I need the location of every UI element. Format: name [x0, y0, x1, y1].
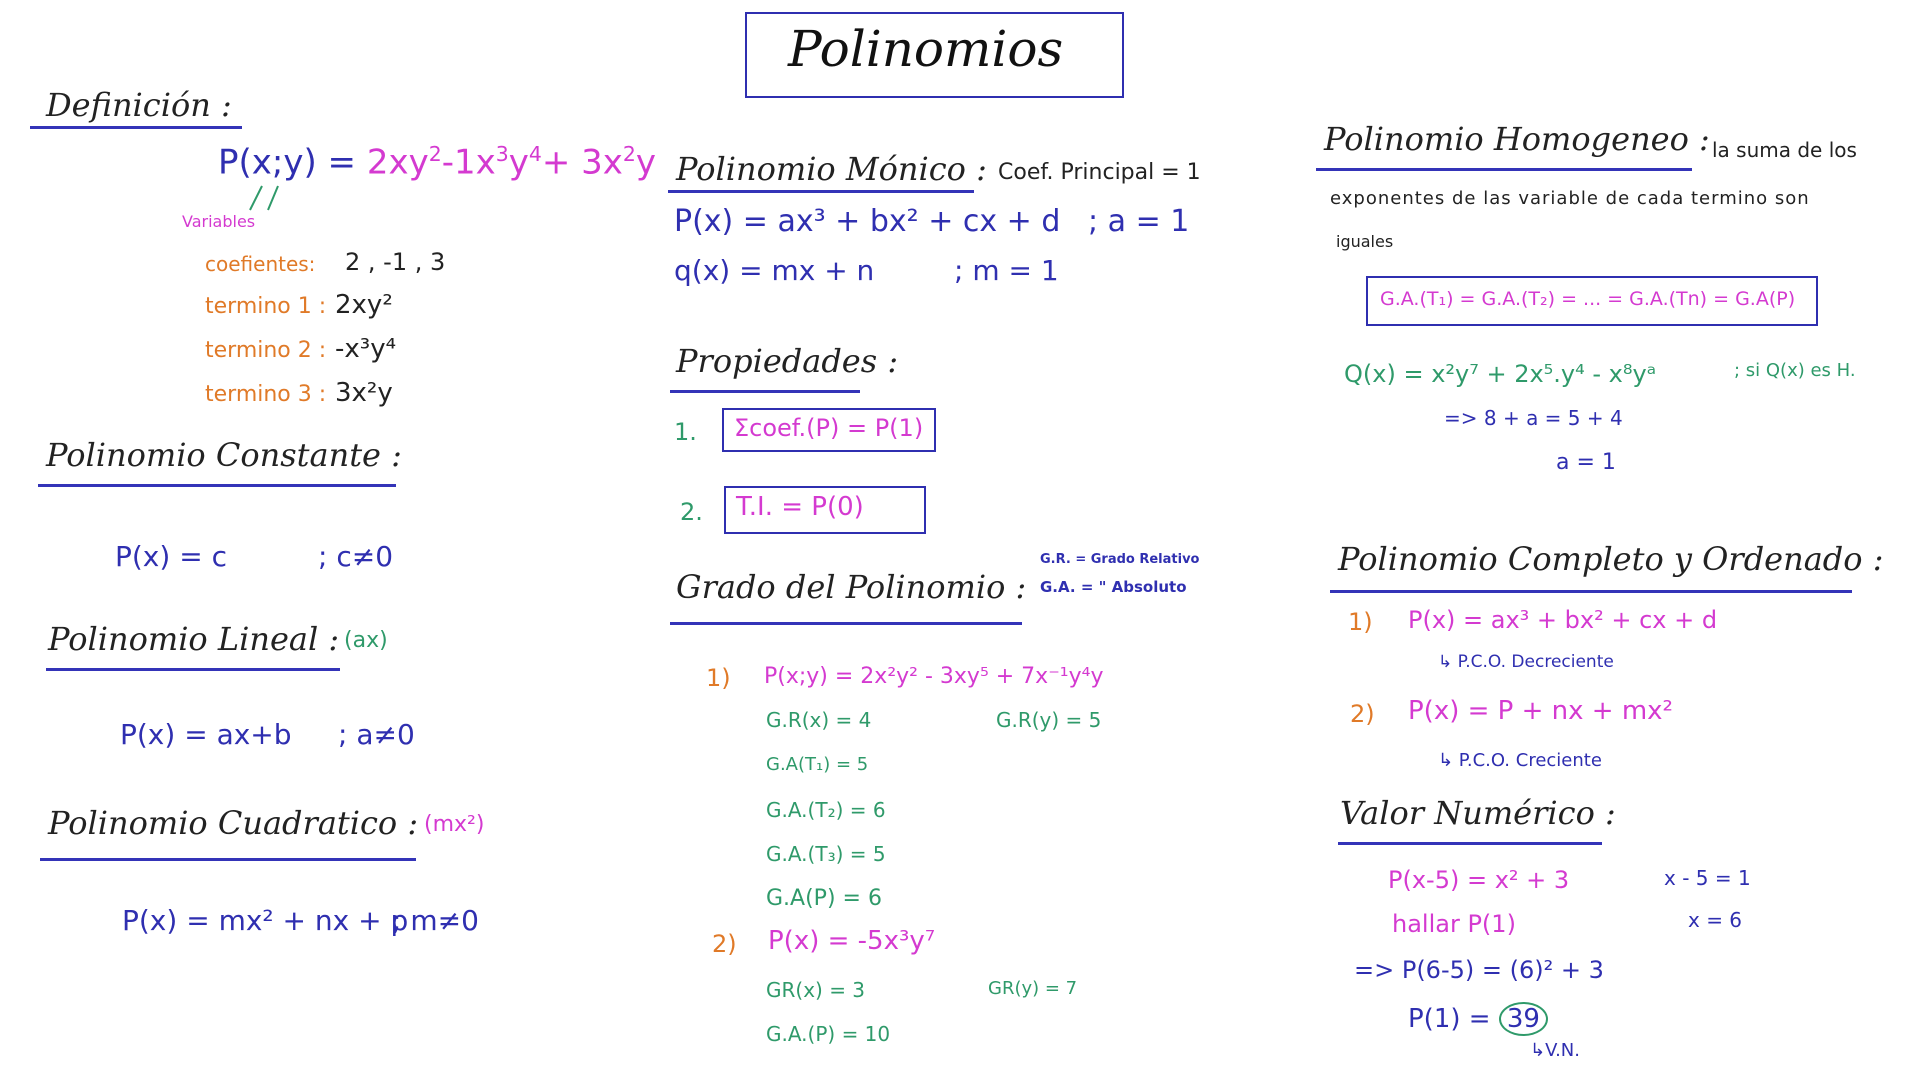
monico-heading: Polinomio Mónico :	[676, 150, 987, 188]
term3-label: termino 3 :	[205, 382, 327, 407]
coef-value: 2 , -1 , 3	[345, 248, 446, 276]
valor-note: ↳V.N.	[1530, 1040, 1580, 1061]
valor-l4-label: P(1) =	[1408, 1004, 1499, 1034]
propiedades-heading: Propiedades :	[676, 342, 899, 380]
monico-underline	[668, 190, 974, 193]
term3-exp: 2	[622, 142, 636, 166]
term1-value: 2xy²	[335, 290, 393, 320]
valor-r2: x = 6	[1688, 908, 1743, 932]
grado-grx2: GR(x) = 3	[766, 978, 866, 1002]
homogeneo-underline	[1316, 168, 1692, 171]
prop1-number: 1.	[674, 418, 697, 446]
grado-ex1: P(x;y) = 2x²y² - 3xy⁵ + 7x⁻¹y⁴y	[764, 664, 1104, 689]
grado-gap: G.A(P) = 6	[766, 886, 882, 911]
grado-ex1-number: 1)	[706, 664, 731, 692]
homogeneo-desc2: exponentes de las variable de cada termino son	[1330, 188, 1810, 209]
definicion-formula	[218, 142, 656, 182]
grado-underline	[670, 622, 1022, 625]
ga-note: G.A. = " Absoluto	[1040, 578, 1187, 596]
cuadratico-formula: P(x) = mx² + nx + p	[122, 904, 409, 937]
homogeneo-box-formula: G.A.(T₁) = G.A.(T₂) = ... = G.A.(Tn) = G.A(P)	[1380, 288, 1796, 310]
lineal-note: (ax)	[344, 628, 388, 653]
grado-ga2: G.A.(T₂) = 6	[766, 798, 886, 822]
coef-label: coefientes:	[205, 252, 316, 276]
valor-l2: hallar P(1)	[1392, 910, 1516, 938]
p-name: P(x;y) =	[218, 142, 367, 183]
term3-b: y	[635, 142, 656, 183]
valor-underline	[1338, 842, 1602, 845]
lineal-formula: P(x) = ax+b	[120, 718, 292, 751]
valor-r1: x - 5 = 1	[1664, 866, 1751, 890]
homogeneo-step2: a = 1	[1556, 450, 1616, 475]
term3: + 3x	[541, 142, 623, 183]
grado-ex2: P(x) = -5x³y⁷	[768, 926, 936, 956]
grado-grx: G.R(x) = 4	[766, 708, 872, 732]
term2-exp2: 4	[528, 142, 542, 166]
completo-n2: 2)	[1350, 700, 1375, 728]
term1-label: termino 1 :	[205, 294, 327, 319]
valor-result: 39	[1499, 1002, 1548, 1036]
completo-note1: ↳ P.C.O. Decreciente	[1438, 652, 1614, 672]
homogeneo-example: Q(x) = x²y⁷ + 2x⁵.y⁴ - x⁸yᵃ	[1344, 360, 1657, 388]
completo-n1: 1)	[1348, 608, 1373, 636]
constante-cond: ; c≠0	[318, 540, 394, 573]
monico-cond1: ; a = 1	[1088, 204, 1190, 239]
variables-label: Variables	[182, 212, 256, 231]
grado-gry: G.R(y) = 5	[996, 708, 1102, 732]
prop1-formula: Σcoef.(P) = P(1)	[734, 414, 924, 442]
homogeneo-desc3: iguales	[1336, 232, 1394, 251]
valor-l1: P(x-5) = x² + 3	[1388, 866, 1570, 894]
grado-heading: Grado del Polinomio :	[676, 568, 1027, 606]
monico-coef-note: Coef. Principal = 1	[998, 160, 1201, 185]
homogeneo-step1: => 8 + a = 5 + 4	[1444, 406, 1623, 430]
term2-exp1: 3	[495, 142, 509, 166]
cuadratico-underline	[40, 858, 416, 861]
constante-heading: Polinomio Constante :	[46, 436, 402, 474]
term2-label: termino 2 :	[205, 338, 327, 363]
homogeneo-desc1: la suma de los	[1712, 138, 1857, 162]
term1: 2xy	[366, 142, 429, 183]
prop2-formula: T.I. = P(0)	[736, 492, 864, 522]
grado-ex2-number: 2)	[712, 930, 737, 958]
cuadratico-note: (mx²)	[424, 812, 485, 837]
gr-note: G.R. = Grado Relativo	[1040, 552, 1200, 567]
definicion-underline	[30, 126, 242, 129]
monico-line2: q(x) = mx + n	[674, 254, 875, 287]
valor-l3: => P(6-5) = (6)² + 3	[1354, 956, 1604, 984]
term1-exp: 2	[428, 142, 442, 166]
definicion-heading: Definición :	[46, 86, 232, 124]
lineal-heading: Polinomio Lineal :	[48, 620, 340, 658]
completo-note2: ↳ P.C.O. Creciente	[1438, 750, 1602, 771]
monico-cond2: ; m = 1	[954, 254, 1059, 287]
completo-underline	[1330, 590, 1852, 593]
constante-underline	[38, 484, 396, 487]
completo-f2: P(x) = P + nx + mx²	[1408, 696, 1673, 726]
page-title: Polinomios	[788, 20, 1064, 78]
grado-ga3: G.A.(T₃) = 5	[766, 842, 886, 866]
monico-line1: P(x) = ax³ + bx² + cx + d	[674, 204, 1061, 239]
constante-formula: P(x) = c	[115, 540, 227, 573]
cuadratico-cond: ; m≠0	[392, 904, 479, 937]
grado-ga1: G.A(T₁) = 5	[766, 754, 869, 775]
term2-value: -x³y⁴	[335, 334, 397, 364]
lineal-underline	[46, 668, 340, 671]
homogeneo-heading: Polinomio Homogeneo :	[1324, 120, 1710, 158]
homogeneo-example-cond: ; si Q(x) es H.	[1734, 360, 1856, 381]
term2-b: y	[508, 142, 529, 183]
term3-value: 3x²y	[335, 378, 393, 408]
valor-l4	[1408, 1002, 1548, 1036]
prop2-number: 2.	[680, 498, 703, 526]
lineal-cond: ; a≠0	[338, 718, 415, 751]
valor-heading: Valor Numérico :	[1340, 794, 1616, 832]
grado-gap2: G.A.(P) = 10	[766, 1022, 891, 1046]
completo-f1: P(x) = ax³ + bx² + cx + d	[1408, 606, 1718, 634]
grado-gry2: GR(y) = 7	[988, 978, 1078, 999]
cuadratico-heading: Polinomio Cuadratico :	[48, 804, 419, 842]
propiedades-underline	[670, 390, 860, 393]
completo-heading: Polinomio Completo y Ordenado :	[1338, 540, 1884, 578]
term2: -1x	[441, 142, 496, 183]
